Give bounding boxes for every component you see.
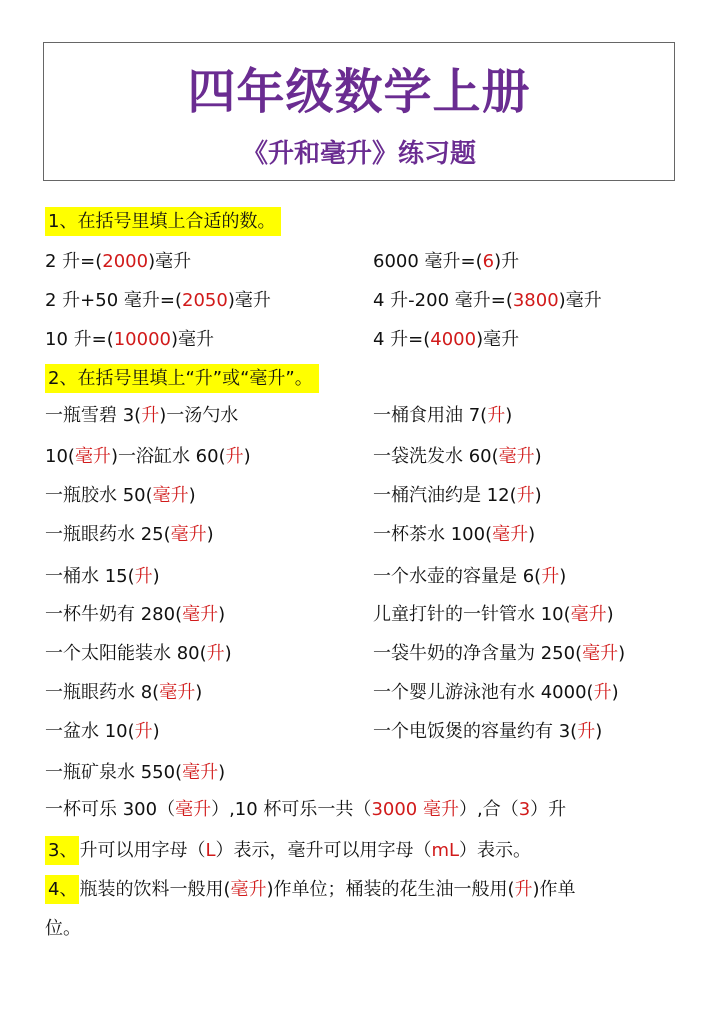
s2-row-5-right: 一个水壶的容量是 6(升) [373,566,567,587]
page-subtitle: 《升和毫升》练习题 [241,139,476,169]
page-title: 四年级数学上册 [187,64,531,120]
section-1-heading: 1、在括号里填上合适的数。 [45,209,281,235]
s2-row-5-left: 一桶水 15(升) [45,566,160,587]
section-2-heading: 2、在括号里填上“升”或“毫升”。 [45,366,319,392]
s2-row-7-left: 一个太阳能装水 80(升) [45,643,232,664]
s2-row-9-left: 一盆水 10(升) [45,721,160,742]
s2-row-4-right: 一杯茶水 100(毫升) [373,524,536,545]
section-3-line: 3、 升可以用字母（L）表示，毫升可以用字母（mL）表示。 [45,838,531,864]
s2-row-7-right: 一袋牛奶的净含量为 250(毫升) [373,643,626,664]
s1-row-1-left: 2 升=(2000)毫升 [45,251,192,272]
s2-row-1-right: 一桶食用油 7(升) [373,405,513,426]
s2-row-2-left: 10(毫升)一浴缸水 60(升) [45,446,251,467]
s2-row-6-left: 一杯牛奶有 280(毫升) [45,604,226,625]
s2-row-8-left: 一瓶眼药水 8(毫升) [45,682,203,703]
s2-row-6-right: 儿童打针的一针管水 10(毫升) [373,604,614,625]
s1-row-3-left: 10 升=(10000)毫升 [45,329,215,350]
s2-row-3-right: 一桶汽油约是 12(升) [373,485,542,506]
s2-row-1-left: 一瓶雪碧 3(升)一汤勺水 [45,405,239,426]
s2-row-2-right: 一袋洗发水 60(毫升) [373,446,542,467]
title-box [43,42,675,181]
section-4-wrap: 位。 [45,918,81,939]
s2-row-4-left: 一瓶眼药水 25(毫升) [45,524,214,545]
s1-row-2-right: 4 升-200 毫升=(3800)毫升 [373,290,602,311]
s1-row-3-right: 4 升=(4000)毫升 [373,329,520,350]
s2-row-10-left: 一瓶矿泉水 550(毫升) [45,762,226,783]
s2-row-8-right: 一个婴儿游泳池有水 4000(升) [373,682,619,703]
s1-row-2-left: 2 升+50 毫升=(2050)毫升 [45,290,271,311]
s2-cola-line: 一杯可乐 300（毫升）,10 杯可乐一共（3000 毫升）,合（3）升 [45,799,567,820]
s1-row-1-right: 6000 毫升=(6)升 [373,251,520,272]
s2-row-3-left: 一瓶胶水 50(毫升) [45,485,196,506]
section-4-line: 4、 瓶装的饮料一般用(毫升)作单位；桶装的花生油一般用(升)作单 [45,877,576,903]
s2-row-9-right: 一个电饭煲的容量约有 3(升) [373,721,603,742]
